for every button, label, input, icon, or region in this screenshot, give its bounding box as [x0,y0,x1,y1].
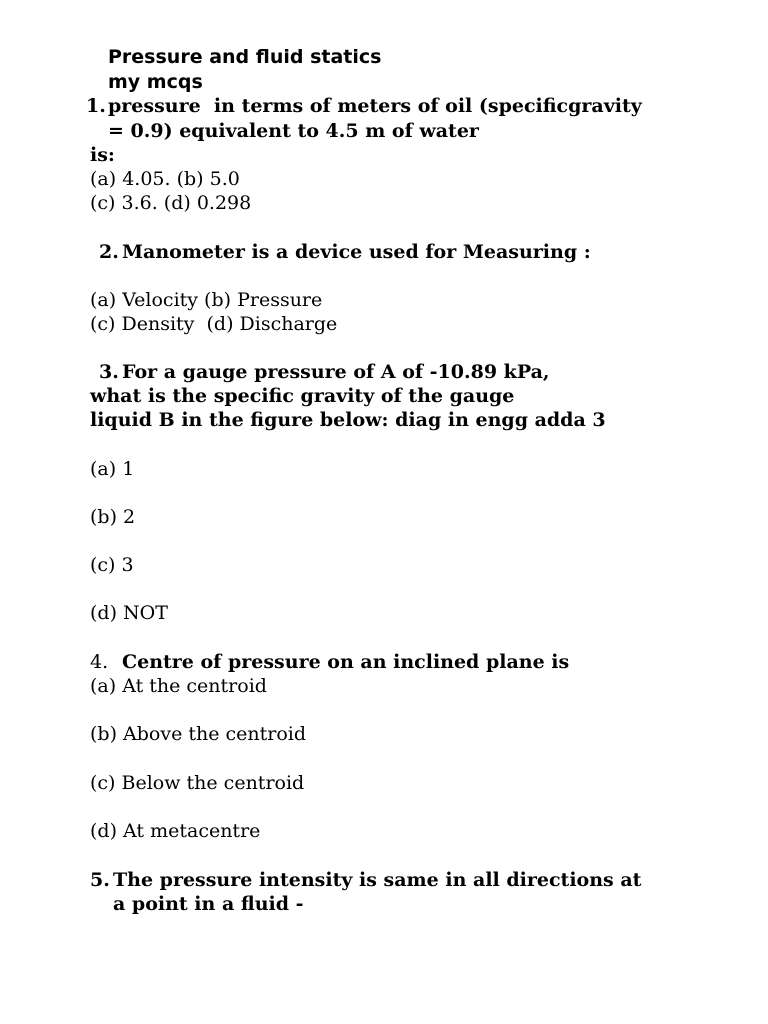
question-2-option-1: (a) Velocity (b) Pressure [90,289,323,311]
question-2-number: 2. [99,241,119,263]
question-5-number: 5. [90,869,110,891]
question-3-text-line-3: liquid B in the figure below: diag in engg adda 3 [90,409,606,431]
question-3-option-3: (c) 3 [90,554,134,576]
question-2-option-2: (c) Density (d) Discharge [90,313,338,335]
question-1-option-2: (c) 3.6. (d) 0.298 [90,192,252,214]
question-3-option-4: (d) NOT [90,602,168,624]
question-4-option-4: (d) At metacentre [90,820,261,842]
question-3-text-line-2: what is the specific gravity of the gauge [90,385,515,407]
question-3-option-1: (a) 1 [90,458,135,480]
question-5-text-line-2: a point in a fluid - [113,893,304,915]
document-subtitle: my mcqs [108,71,203,93]
document-title: Pressure and fluid statics [108,46,382,68]
question-2-text-line-1: Manometer is a device used for Measuring : [122,241,591,263]
question-1-text-line-3: is: [90,144,115,166]
question-4-text-line-1: Centre of pressure on an inclined plane is [122,651,570,673]
question-4-option-2: (b) Above the centroid [90,723,307,745]
question-1-text-line-1: pressure in terms of meters of oil (specificgravity [108,95,642,117]
question-5-text-line-1: The pressure intensity is same in all directions at [113,869,642,891]
question-3-text-line-1: For a gauge pressure of A of -10.89 kPa, [122,361,550,383]
question-3-option-2: (b) 2 [90,506,136,528]
question-1-number: 1. [86,95,106,117]
question-4-number: 4. [90,651,109,673]
question-1-option-1: (a) 4.05. (b) 5.0 [90,168,240,190]
question-1-text-line-2: = 0.9) equivalent to 4.5 m of water [108,120,479,142]
question-4-option-1: (a) At the centroid [90,675,267,697]
question-4-option-3: (c) Below the centroid [90,772,305,794]
question-3-number: 3. [99,361,119,383]
